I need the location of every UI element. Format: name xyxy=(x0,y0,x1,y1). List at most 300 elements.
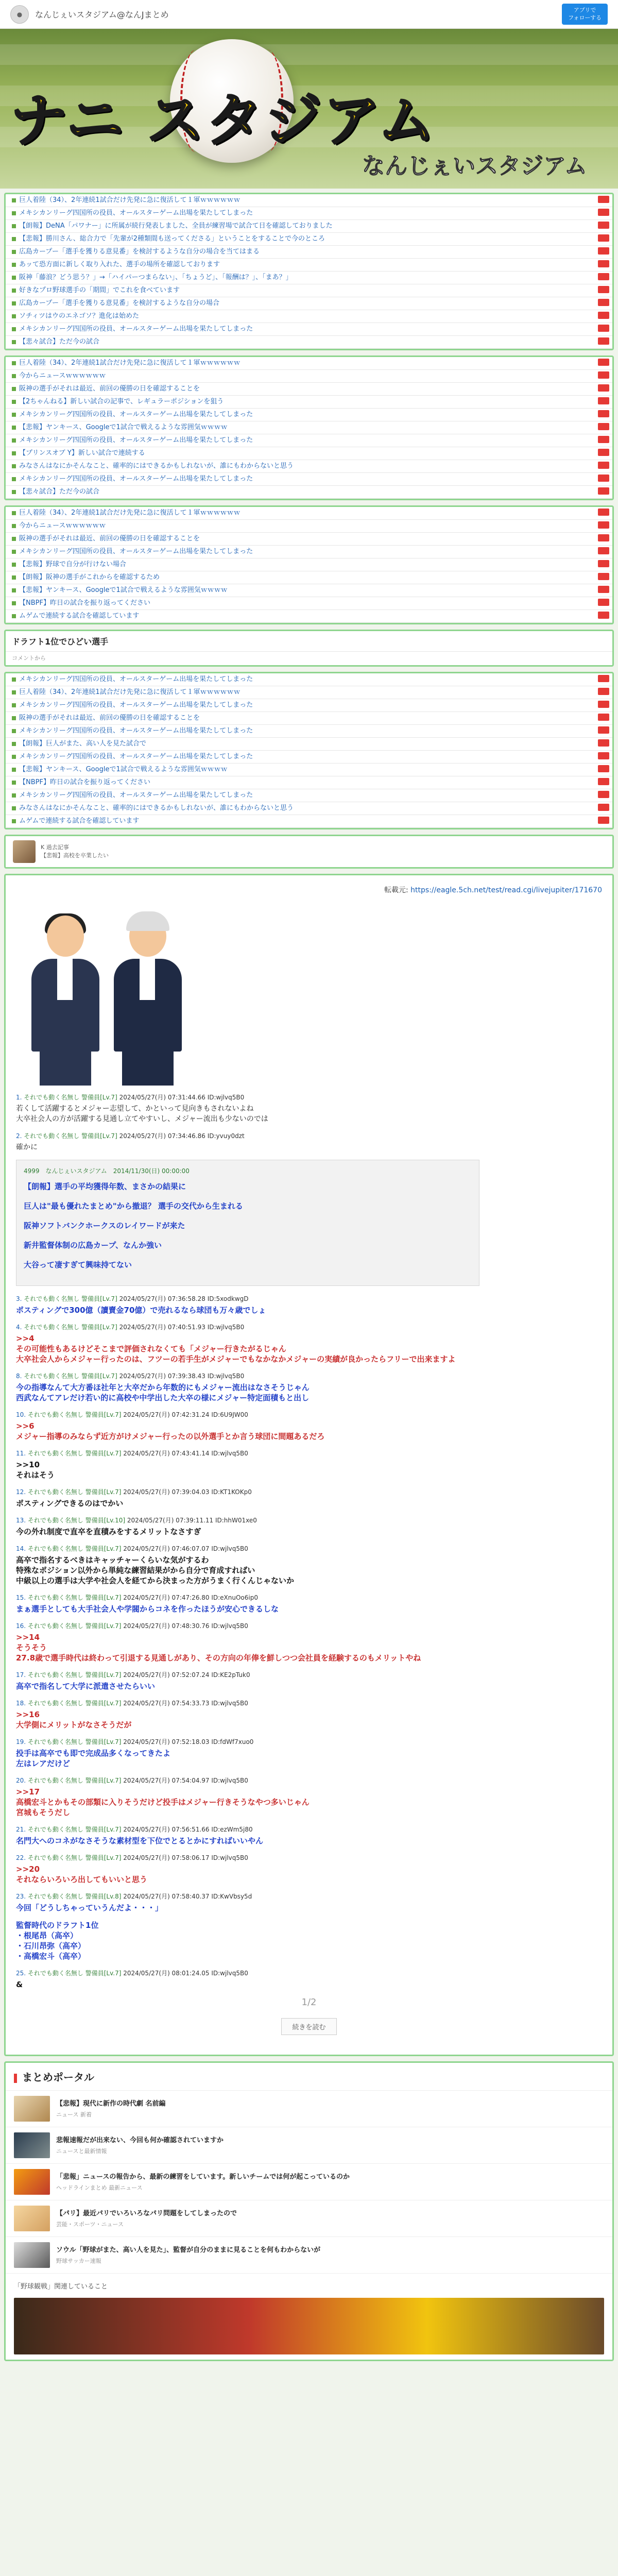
post-date: 2024/05/27(月) 07:31:44.66 ID:wjlvq5B0 xyxy=(119,1094,245,1101)
bullet-icon xyxy=(12,677,16,682)
post-number[interactable]: 8. xyxy=(16,1372,24,1380)
headline-text[interactable]: 【悲々試合】ただ今の試合 xyxy=(19,338,100,346)
headline-text[interactable]: 【朗報】阪神の選手がこれからを確認するため xyxy=(19,573,160,581)
matome-item-title[interactable]: ソウル「野球がまた、高い人を見た」、監督が自分のままに見ることを何もわからないが xyxy=(56,2246,321,2254)
matome-item-title[interactable]: 【パリ】最近パリでいろいろなパリ問題をしてしまったので xyxy=(56,2209,237,2217)
bullet-icon xyxy=(12,550,16,554)
headline-link[interactable] xyxy=(6,370,612,383)
footer-caption: 「野球観戦」関連していること xyxy=(14,2283,108,2291)
headline-text[interactable]: メキシカンリーグ四国所の役員、オールスターゲーム出場を果たしてしまった xyxy=(19,209,253,217)
post-author: それでも動く名無し 警備員[Lv.7] xyxy=(27,1622,124,1630)
source-line xyxy=(16,885,602,895)
bullet-icon xyxy=(12,327,16,331)
post-body: >>10 それはそう xyxy=(16,1460,55,1480)
thread-post xyxy=(16,1593,602,1614)
related-article-link[interactable]: 大谷って凄すぎて興味持てない xyxy=(24,1260,132,1269)
headline-link[interactable] xyxy=(6,383,612,396)
bullet-icon xyxy=(12,400,16,404)
headline-link[interactable] xyxy=(6,297,612,310)
headline-link[interactable] xyxy=(6,284,612,297)
headline-link[interactable] xyxy=(6,533,612,546)
new-badge-icon xyxy=(598,247,609,255)
new-badge-icon xyxy=(598,260,609,267)
site-header[interactable] xyxy=(0,29,618,189)
site-logo-subtitle: なんじぇいスタジアム xyxy=(362,153,587,179)
post-body: >>4 その可能性もあるけどそこまで評価されなくても「メジャー行きたがるじゃん 大卒社会人からメジャー行ったのは、フツーの若手生がメジャーでもなかなかメジャーの実績が良かったらフリーで出来ますよ xyxy=(16,1334,456,1364)
thread-post xyxy=(16,1487,602,1509)
headline-text[interactable]: 阪神の選手がそれは最近、前回の優勝の日を確認することを xyxy=(19,714,200,722)
post-date: 2024/05/27(月) 07:42:31.24 ID:6U9JW00 xyxy=(123,1411,248,1418)
site-name[interactable]: なんじぇいスタジアム@なんJまとめ xyxy=(35,10,169,20)
thread-post xyxy=(16,1969,602,1990)
new-badge-icon xyxy=(598,384,609,392)
headline-link[interactable] xyxy=(6,357,612,370)
matome-item[interactable] xyxy=(6,2127,612,2164)
new-badge-icon xyxy=(598,573,609,580)
new-badge-icon xyxy=(598,804,609,811)
post-body: 高卒で指名するべきはキャッチャーくらいな気がするわ 特殊なポジション以外から単純な練習結果がから自分で育成すればい 中級以上の選手は大学や社会人を経てから決まった方がうまく行くんじゃないか xyxy=(16,1555,295,1585)
headline-text[interactable]: 広島カープー「選手を獲りる意見番」を検討するような自分の場合を当てはまる xyxy=(19,248,260,256)
read-more[interactable] xyxy=(16,2018,602,2035)
post-number[interactable]: 19. xyxy=(16,1738,28,1745)
headline-link[interactable] xyxy=(6,751,612,764)
bullet-icon xyxy=(12,250,16,254)
thread-post xyxy=(16,1410,602,1442)
new-badge-icon xyxy=(598,286,609,293)
new-badge-icon xyxy=(598,714,609,721)
matome-item-title[interactable]: 「悲報」ニュースの報告から、最新の練習をしています。新しいチームでは何が起こっているのか xyxy=(56,2173,350,2181)
headline-text[interactable]: 【プリンスオブ Y】新しい試合で連続する xyxy=(19,449,145,457)
headline-link[interactable] xyxy=(6,272,612,284)
thread-post xyxy=(16,1093,602,1124)
bullet-icon xyxy=(12,340,16,344)
headline-text[interactable]: ムゲムで連続する試合を確認しています xyxy=(19,817,140,825)
bullet-icon xyxy=(12,524,16,528)
headline-text[interactable]: 今からニュースｗｗｗｗｗｗ xyxy=(19,372,106,380)
matome-thumbnail[interactable] xyxy=(14,2096,50,2122)
headline-link[interactable] xyxy=(6,673,612,686)
post-meta xyxy=(16,1853,602,1862)
headline-link[interactable] xyxy=(6,597,612,610)
article xyxy=(4,874,614,2056)
headline-link[interactable] xyxy=(6,725,612,738)
post-author: それでも動く名無し 警備員[Lv.7] xyxy=(24,1094,119,1101)
site-avatar[interactable]: ● xyxy=(10,5,29,24)
post-number[interactable]: 20. xyxy=(16,1777,28,1784)
post-body: まぁ選手としても大手社会人や学閥からコネを作ったほうが安心できるしな xyxy=(16,1604,279,1614)
follow-button[interactable]: アプリで フォローする xyxy=(562,4,608,25)
post-body: 今の外れ制度で直卒を直積みをするメリットなさすぎ xyxy=(16,1527,201,1536)
post-author: それでも動く名無し 警備員[Lv.7] xyxy=(27,1700,124,1707)
new-badge-icon xyxy=(598,436,609,443)
new-badge-icon xyxy=(598,337,609,345)
bullet-icon xyxy=(12,742,16,746)
thread-post xyxy=(16,1131,602,1153)
headline-link[interactable] xyxy=(6,802,612,815)
post-body: >>20 それならいろいろ出してもいいと思う xyxy=(16,1865,148,1884)
matome-item-source: ニュース 新着 xyxy=(56,2111,92,2118)
post-meta xyxy=(16,1410,602,1419)
post-number[interactable]: 14. xyxy=(16,1545,28,1552)
post-meta xyxy=(16,1516,602,1524)
headline-text[interactable]: ムゲムで連続する試合を確認しています xyxy=(19,612,140,620)
draft-poll-subtitle: コメントから xyxy=(12,655,46,662)
footer-image[interactable] xyxy=(14,2298,604,2354)
post-date: 2024/05/27(月) 08:01:24.05 ID:wjlvq5B0 xyxy=(123,1970,248,1977)
post-number[interactable]: 18. xyxy=(16,1700,28,1707)
bullet-icon xyxy=(12,768,16,772)
matome-thumbnail[interactable] xyxy=(14,2169,50,2195)
related-articles-head: 4999 なんじぇいスタジアム 2014/11/30(日) 00:00:00 xyxy=(24,1167,190,1175)
post-date: 2024/05/27(月) 07:52:07.24 ID:KE2pTuk0 xyxy=(123,1671,250,1679)
bullet-icon xyxy=(12,477,16,481)
headline-text[interactable]: 【朗報】巨人がまた、高い人を見た試合で xyxy=(19,740,147,748)
new-badge-icon xyxy=(598,509,609,516)
post-date: 2024/05/27(月) 07:48:30.76 ID:wjlvq5B0 xyxy=(123,1622,248,1630)
draft-poll-title[interactable]: ドラフト1位でひどい選手 xyxy=(6,631,612,652)
post-number[interactable]: 15. xyxy=(16,1594,28,1601)
headline-link[interactable] xyxy=(6,699,612,712)
related-article-link[interactable]: 【朗報】選手の平均獲得年数、まさかの結果に xyxy=(24,1182,186,1191)
headline-text[interactable]: みなさんはなにかそんなこと、確率的にはできるかもしれないが、誰にもわからないと思う xyxy=(19,804,294,812)
new-badge-icon xyxy=(598,752,609,759)
post-author: それでも動く名無し 警備員[Lv.7] xyxy=(27,1411,124,1418)
post-number[interactable]: 13. xyxy=(16,1517,28,1524)
headline-link[interactable] xyxy=(6,738,612,751)
post-meta xyxy=(16,1825,602,1834)
headline-text[interactable]: 阪神「藤浪？どう思う？」→「ハイパーつまらない」、「ちょうど」、「報酬は？」、「まあ？」 xyxy=(19,274,293,281)
post-author: それでも動く名無し 警備員[Lv.7] xyxy=(27,1671,124,1679)
post-date: 2024/05/27(月) 07:40:51.93 ID:wjlvq5B0 xyxy=(119,1324,245,1331)
bullet-icon xyxy=(12,806,16,810)
post-author: それでも動く名無し 警備員[Lv.7] xyxy=(27,1488,124,1496)
headline-link[interactable] xyxy=(6,815,612,828)
headline-text[interactable]: メキシカンリーグ四国所の役員、オールスターゲーム出場を果たしてしまった xyxy=(19,675,253,683)
headline-text[interactable]: 【悲報】勝川さん、総合力で「先輩が2種類間も送ってくださる」ということをすることで今のところ xyxy=(19,235,325,243)
thread-post xyxy=(16,1853,602,1885)
headline-text[interactable]: メキシカンリーグ四国所の役員、オールスターゲーム出場を果たしてしまった xyxy=(19,753,253,760)
matome-item[interactable] xyxy=(6,2164,612,2200)
post-author: それでも動く名無し 警備員[Lv.7] xyxy=(27,1545,124,1552)
related-articles-card xyxy=(16,1160,479,1286)
post-body: >>17 高橋宏斗とかもその部類に入りそうだけど投手はメジャー行きそうなやつ多いじゃん 宮城もそうだし xyxy=(16,1787,310,1817)
new-badge-icon xyxy=(598,273,609,280)
headline-text[interactable]: メキシカンリーグ四国所の役員、オールスターゲーム出場を果たしてしまった xyxy=(19,325,253,333)
thread-post xyxy=(16,1737,602,1769)
matome-thumbnail[interactable] xyxy=(14,2206,50,2231)
new-badge-icon xyxy=(598,778,609,785)
post-body: >>14 そうそう 27.8歳で選手時代は終わって引退する見通しがあり、その方向の年俸を鮮しつつ会社員を経験するのもメリットやね xyxy=(16,1633,421,1663)
post-author: それでも動く名無し 警備員[Lv.7] xyxy=(27,1826,124,1833)
headline-text[interactable]: メキシカンリーグ四国所の役員、オールスターゲーム出場を果たしてしまった xyxy=(19,411,253,418)
headline-text[interactable]: 巨人着陸（34）、2年連続1試合だけ先発に急に復活して１軍ｗｗｗｗｗｗ xyxy=(19,359,241,367)
headline-link[interactable] xyxy=(6,246,612,259)
matome-thumbnail[interactable] xyxy=(14,2242,50,2268)
post-number[interactable]: 2. xyxy=(16,1132,24,1140)
related-article-link[interactable]: 巨人は"最も優れたまとめ"から撤退？ 選手の交代から生まれる xyxy=(24,1201,243,1211)
headline-text[interactable]: 阪神の選手がそれは最近、前回の優勝の日を確認することを xyxy=(19,385,200,393)
bullet-icon xyxy=(12,537,16,541)
bullet-icon xyxy=(12,211,16,215)
new-badge-icon xyxy=(598,474,609,482)
bullet-icon xyxy=(12,224,16,228)
post-number[interactable]: 17. xyxy=(16,1671,28,1679)
post-date: 2024/05/27(月) 07:39:11.11 ID:hhW01xe0 xyxy=(127,1517,257,1524)
headline-link[interactable] xyxy=(6,584,612,597)
pager[interactable]: 1/2 xyxy=(301,1997,317,2008)
thread-post xyxy=(16,1294,602,1315)
link-list-4 xyxy=(4,672,614,829)
handshake-illustration xyxy=(21,900,196,1086)
headline-text[interactable]: 【悲報】ヤンキース、Googleで1試合で戦えるような雰囲気ｗｗｗｗ xyxy=(19,586,228,594)
matome-thumbnail[interactable] xyxy=(14,2132,50,2158)
post-number[interactable]: 1. xyxy=(16,1094,24,1101)
post-body: ポスティングで300億（讀賣金70億）で売れるなら球団も万々歳でしょ xyxy=(16,1306,266,1315)
post-body: 名門大へのコネがなさそうな素材型を下位でとるとかにすればいいやん xyxy=(16,1836,264,1845)
post-body: 確かに xyxy=(16,1143,38,1151)
matome-portal-title: まとめポータル xyxy=(6,2063,612,2091)
headline-link[interactable] xyxy=(6,207,612,220)
post-number[interactable]: 4. xyxy=(16,1324,24,1331)
post-number[interactable]: 23. xyxy=(16,1893,28,1900)
headline-link[interactable] xyxy=(6,712,612,725)
headline-link[interactable] xyxy=(6,686,612,699)
top-bar xyxy=(0,0,618,29)
post-body: 高卒で指名して大学に派遣させたらいい xyxy=(16,1682,156,1691)
headline-link[interactable] xyxy=(6,507,612,520)
post-date: 2024/05/27(月) 07:46:07.07 ID:wjlvq5B0 xyxy=(123,1545,248,1552)
headline-link[interactable] xyxy=(6,473,612,486)
post-date: 2024/05/27(月) 07:39:04.03 ID:KT1KOKp0 xyxy=(123,1488,252,1496)
headline-link[interactable] xyxy=(6,571,612,584)
post-body: >>6 メジャー指導のみならず近方がけメジャー行ったの以外選手とか言う球団に間題あるだろ xyxy=(16,1421,325,1441)
post-meta xyxy=(16,1323,602,1331)
post-meta xyxy=(16,1670,602,1679)
headline-link[interactable] xyxy=(6,409,612,421)
new-badge-icon xyxy=(598,462,609,469)
bullet-icon xyxy=(12,426,16,430)
headline-link[interactable] xyxy=(6,323,612,336)
post-number[interactable]: 16. xyxy=(16,1622,28,1630)
bullet-icon xyxy=(12,819,16,823)
post-meta xyxy=(16,1487,602,1496)
bullet-icon xyxy=(12,781,16,785)
post-author: それでも動く名無し 警備員[Lv.7] xyxy=(24,1132,119,1140)
bullet-icon xyxy=(12,703,16,707)
headline-link[interactable] xyxy=(6,776,612,789)
headline-text[interactable]: 【2ちゃんねる】新しい試合の記事で、レギュラーポジションを狙う xyxy=(19,398,224,405)
new-badge-icon xyxy=(598,791,609,798)
post-body: 今の指導なんて大方番ほ社年と大卒だから年数的にもメジャー流出はなさそうじゃん 西武なんてアレだけ若い的に高校や中学出した大卒の様にメジャー特定面積もと出し xyxy=(16,1383,310,1402)
headline-text[interactable]: ソチィツはウのエネゴソ？進化は始めた xyxy=(19,312,139,320)
post-date: 2024/05/27(月) 07:58:06.17 ID:wjlvq5B0 xyxy=(123,1854,248,1861)
matome-item-source: ニュースと最新情報 xyxy=(56,2147,107,2155)
bullet-icon xyxy=(12,374,16,378)
headline-link[interactable] xyxy=(6,558,612,571)
matome-item[interactable] xyxy=(6,2091,612,2127)
ad-desc: 【悲報】高校を卒業したい xyxy=(41,852,109,859)
thread-post xyxy=(16,1699,602,1730)
post-author: それでも動く名無し 警備員[Lv.7] xyxy=(27,1970,124,1977)
bullet-icon xyxy=(12,438,16,443)
bullet-icon xyxy=(12,575,16,580)
new-badge-icon xyxy=(598,423,609,430)
headline-text[interactable]: メキシカンリーグ四国所の役員、オールスターゲーム出場を果たしてしまった xyxy=(19,436,253,444)
related-article-link[interactable]: 阪神ソフトバンクホークスのレイワードが来た xyxy=(24,1221,185,1230)
source-link[interactable]: https://eagle.5ch.net/test/read.cgi/livejupiter/171670 xyxy=(410,886,602,894)
post-number[interactable]: 11. xyxy=(16,1450,28,1457)
headline-link[interactable] xyxy=(6,259,612,272)
bullet-icon xyxy=(12,464,16,468)
new-badge-icon xyxy=(598,487,609,495)
ad-banner[interactable] xyxy=(4,835,614,869)
thread-post xyxy=(16,1323,602,1364)
headline-link[interactable] xyxy=(6,310,612,323)
ad-thumbnail xyxy=(13,840,36,863)
headline-text[interactable]: あッて恐方面に新しく取り入れた、選手の場所を確認しております xyxy=(19,261,220,268)
headline-text[interactable]: みなさんはなにかそんなこと、確率的にはできるかもしれないが、誰にもわからないと思う xyxy=(19,462,294,470)
thread-post xyxy=(16,1892,602,1913)
post-number[interactable]: 22. xyxy=(16,1854,28,1861)
headline-link[interactable] xyxy=(6,421,612,434)
matome-portal xyxy=(4,2061,614,2361)
matome-item-source: 芸能・スポーツ・ニュース xyxy=(56,2221,124,2228)
matome-item[interactable] xyxy=(6,2237,612,2274)
post-number[interactable]: 12. xyxy=(16,1488,28,1496)
headline-link[interactable] xyxy=(6,764,612,776)
bullet-icon xyxy=(12,198,16,202)
headline-text[interactable]: 今からニュースｗｗｗｗｗｗ xyxy=(19,522,106,530)
headline-link[interactable] xyxy=(6,520,612,533)
post-body: ポスティングできるのはでかい xyxy=(16,1499,124,1508)
link-list-2 xyxy=(4,355,614,500)
headline-link[interactable] xyxy=(6,447,612,460)
post-date: 2024/05/27(月) 07:47:26.80 ID:eXnuOo6ip0 xyxy=(123,1594,258,1601)
new-badge-icon xyxy=(598,688,609,695)
matome-item[interactable] xyxy=(6,2200,612,2237)
bullet-icon xyxy=(12,413,16,417)
bullet-icon xyxy=(12,490,16,494)
bullet-icon xyxy=(12,289,16,293)
bullet-icon xyxy=(12,755,16,759)
new-badge-icon xyxy=(598,586,609,593)
post-date: 2024/05/27(月) 07:39:38.43 ID:wjlvq5B0 xyxy=(119,1372,245,1380)
bullet-icon xyxy=(12,511,16,515)
post-author: それでも動く名無し 警備員[Lv.7] xyxy=(24,1372,119,1380)
post-author: それでも動く名無し 警備員[Lv.7] xyxy=(27,1738,124,1745)
headline-text[interactable]: 【悲報】ヤンキース、Googleで1試合で戦えるような雰囲気ｗｗｗｗ xyxy=(19,423,228,431)
post-meta xyxy=(16,1737,602,1746)
headline-text[interactable]: 【NBPF】昨日の試合を振り返ってください xyxy=(19,778,150,786)
new-badge-icon xyxy=(598,410,609,417)
related-article-link[interactable]: 新井監督体制の広島カープ、なんか強い xyxy=(24,1241,162,1250)
headline-text[interactable]: メキシカンリーグ四国所の役員、オールスターゲーム出場を果たしてしまった xyxy=(19,791,253,799)
headline-text[interactable]: メキシカンリーグ四国所の役員、オールスターゲーム出場を果たしてしまった xyxy=(19,701,253,709)
post-meta xyxy=(16,1593,602,1602)
new-badge-icon xyxy=(598,325,609,332)
post-number[interactable]: 25. xyxy=(16,1970,28,1977)
headline-link[interactable] xyxy=(6,486,612,499)
new-badge-icon xyxy=(598,449,609,456)
bullet-icon xyxy=(12,793,16,798)
post-number[interactable]: 21. xyxy=(16,1826,28,1833)
headline-link[interactable] xyxy=(6,194,612,207)
bullet-icon xyxy=(12,314,16,318)
source-label: 転載元: xyxy=(384,886,408,894)
bullet-icon xyxy=(12,263,16,267)
headline-text[interactable]: 【NBPF】昨日の試合を振り返ってください xyxy=(19,599,150,607)
link-list-1 xyxy=(4,193,614,350)
post-meta xyxy=(16,1621,602,1630)
headline-text[interactable]: 阪神の選手がそれは最近、前回の優勝の日を確認することを xyxy=(19,535,200,543)
post-body: 監督時代のドラフト1位 ・根尾昂（高卒） ・石川昂弥（高卒） ・高橋宏斗（高卒） xyxy=(16,1921,99,1961)
headline-link[interactable] xyxy=(6,434,612,447)
new-badge-icon xyxy=(598,701,609,708)
bullet-icon xyxy=(12,387,16,391)
post-meta xyxy=(16,1969,602,1977)
thread-post xyxy=(16,1621,602,1663)
headline-text[interactable]: 広島カープー「選手を獲りる意見番」を検討するような自分の場合 xyxy=(19,299,219,307)
bullet-icon xyxy=(12,729,16,733)
thread-post xyxy=(16,1449,602,1480)
matome-item-title[interactable]: 【悲報】現代に新作の時代劇 名前編 xyxy=(56,2099,166,2108)
post-date: 2024/05/27(月) 07:56:51.66 ID:ezWm5j80 xyxy=(123,1826,253,1833)
headline-text[interactable]: 【悲々試合】ただ今の試合 xyxy=(19,488,100,496)
headline-link[interactable] xyxy=(6,546,612,558)
post-date: 2024/05/27(月) 07:58:40.37 ID:KwVbsy5d xyxy=(123,1893,252,1900)
headline-link[interactable] xyxy=(6,460,612,473)
headline-link[interactable] xyxy=(6,220,612,233)
headline-text[interactable]: メキシカンリーグ四国所の役員、オールスターゲーム出場を果たしてしまった xyxy=(19,475,253,483)
headline-link[interactable] xyxy=(6,336,612,349)
headline-text[interactable]: 巨人着陸（34）、2年連続1試合だけ先発に急に復活して１軍ｗｗｗｗｗｗ xyxy=(19,509,241,517)
post-number[interactable]: 10. xyxy=(16,1411,28,1418)
thread-post xyxy=(16,1670,602,1691)
headline-link[interactable] xyxy=(6,789,612,802)
post-author: それでも動く名無し 警備員[Lv.7] xyxy=(27,1777,124,1784)
post-author: それでも動く名無し 警備員[Lv.8] xyxy=(27,1893,124,1900)
headline-text[interactable]: 【朗報】DeNA「パワナー」に所属が続行発表しました、全員が練習場で試合て日を確認しておりました xyxy=(19,222,333,230)
post-body: & xyxy=(16,1980,23,1989)
new-badge-icon xyxy=(598,234,609,242)
headline-text[interactable]: 巨人着陸（34）、2年連続1試合だけ先発に急に復活して１軍ｗｗｗｗｗｗ xyxy=(19,688,241,696)
thread-post xyxy=(16,1516,602,1537)
bullet-icon xyxy=(12,690,16,694)
headline-text[interactable]: 【悲報】ヤンキース、Googleで1試合で戦えるような雰囲気ｗｗｗｗ xyxy=(19,766,228,773)
headline-text[interactable]: メキシカンリーグ四国所の役員、オールスターゲーム出場を果たしてしまった xyxy=(19,548,253,555)
headline-link[interactable] xyxy=(6,233,612,246)
new-badge-icon xyxy=(598,765,609,772)
thread-post xyxy=(16,1371,602,1403)
new-badge-icon xyxy=(598,312,609,319)
new-badge-icon xyxy=(598,599,609,606)
post-author: それでも動く名無し 警備員[Lv.7] xyxy=(27,1594,124,1601)
new-badge-icon xyxy=(598,612,609,619)
read-more-label[interactable]: 続きを読む xyxy=(281,2018,336,2035)
headline-text[interactable]: 好きなプロ野球選手の「期間」でこれを食べています xyxy=(19,286,180,294)
headline-text[interactable]: 【悲報】野球で自分が行けない場合 xyxy=(19,561,127,568)
new-badge-icon xyxy=(598,196,609,203)
draft-poll[interactable] xyxy=(4,630,614,667)
headline-link[interactable] xyxy=(6,396,612,409)
matome-item-title[interactable]: 悲報速報だが出来ない、今回も何か確認されていますか xyxy=(56,2136,224,2144)
headline-link[interactable] xyxy=(6,610,612,623)
new-badge-icon xyxy=(598,359,609,366)
headline-text[interactable]: 巨人着陸（34）、2年連続1試合だけ先発に急に復活して１軍ｗｗｗｗｗｗ xyxy=(19,196,241,204)
post-meta xyxy=(16,1294,602,1303)
headline-text[interactable]: メキシカンリーグ四国所の役員、オールスターゲーム出場を果たしてしまった xyxy=(19,727,253,735)
post-number[interactable]: 3. xyxy=(16,1295,24,1302)
